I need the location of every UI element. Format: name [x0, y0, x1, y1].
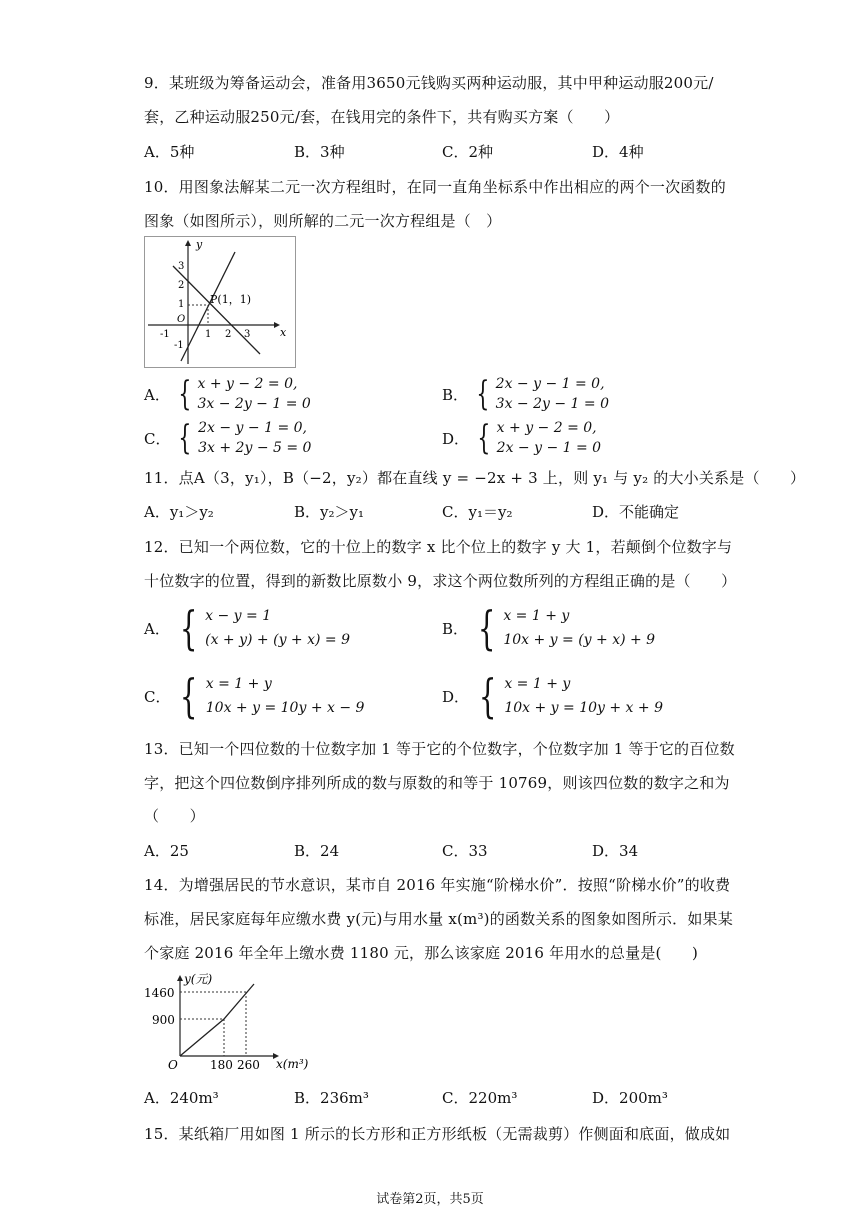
q10-xtick: -1 [160, 329, 170, 340]
q14-option-b: B．236m³ [294, 1089, 369, 1107]
q12-option-a: A． { x − y = 1 (x + y) + (y + x) = 9 [144, 601, 351, 655]
q13-option-b: B．24 [294, 842, 340, 860]
q9-option-d: D．4种 [592, 143, 644, 161]
q10-line-2: 图象（如图所示），则所解的二元一次方程组是（ ） [144, 212, 502, 230]
q12-option-d: D． { x = 1 + y 10x + y = 10y + x + 9 [442, 669, 663, 723]
q15-line-1: 15．某纸箱厂用如图 1 所示的长方形和正方形纸板（无需裁剪）作侧面和底面，做成如 [144, 1125, 731, 1143]
q14-xtick: 260 [237, 1058, 260, 1072]
q10-option-c: C． { 2x − y − 1 = 0, 3x + 2y − 5 = 0 [144, 418, 312, 458]
q13-option-c: C．33 [442, 842, 488, 860]
q11-option-b: B．y₂＞y₁ [294, 503, 364, 521]
q14-line-3: 个家庭 2016 年全年上缴水费 1180 元，那么该家庭 2016 年用水的总量是( ) [144, 944, 699, 962]
q11-line: 11．点A（3，y₁），B（−2，y₂）都在直线 y = −2x + 3 上，则 y₁ 与 y₂ 的大小关系是（ ） [144, 469, 806, 487]
q9-line-1: 9．某班级为筹备运动会，准备用3650元钱购买两种运动服，其中甲种运动服200元/ [144, 74, 714, 92]
q13-line-1: 13．已知一个四位数的十位数字加 1 等于它的个位数字，个位数字加 1 等于它的百位数 [144, 740, 735, 758]
q11-option-d: D．不能确定 [592, 503, 680, 521]
brace: { [178, 374, 192, 414]
q10-ytick: 1 [178, 299, 185, 310]
q10-x-label: x [280, 326, 287, 339]
q10-origin: O [177, 314, 186, 325]
q14-x-label: x(m³) [276, 1057, 309, 1071]
brace: { [478, 669, 497, 723]
q14-ytick: 900 [152, 1013, 175, 1027]
q10-xtick: 2 [225, 329, 232, 340]
q9-option-b: B．3种 [294, 143, 345, 161]
brace: { [178, 418, 192, 458]
q11-options [144, 501, 724, 523]
q9-option-a: A．5种 [144, 143, 195, 161]
q11-option-a: A．y₁＞y₂ [144, 503, 214, 521]
q10-option-a: A． { x + y − 2 = 0, 3x − 2y − 1 = 0 [144, 374, 311, 414]
q10-ytick: 2 [178, 280, 185, 291]
q10-y-label: y [196, 238, 203, 251]
q9-option-c: C．2种 [442, 143, 494, 161]
brace: { [179, 601, 198, 655]
q10-option-b: B． { 2x − y − 1 = 0, 3x − 2y − 1 = 0 [442, 374, 609, 414]
q12-option-c: C． { x = 1 + y 10x + y = 10y + x − 9 [144, 669, 365, 723]
q13-line-3: （ ） [144, 807, 205, 825]
q10-option-d: D． { x + y − 2 = 0, 2x − y − 1 = 0 [442, 418, 602, 458]
q10-ytick: 3 [178, 261, 185, 272]
q12-option-b: B． { x = 1 + y 10x + y = (y + x) + 9 [442, 601, 656, 655]
q10-xtick: 3 [244, 329, 251, 340]
q14-origin: O [168, 1058, 178, 1072]
brace: { [477, 418, 491, 458]
q12-line-2: 十位数字的位置，得到的新数比原数小 9，求这个两位数所列的方程组正确的是（ ） [144, 572, 737, 590]
q9-options [144, 141, 724, 163]
q14-line-1: 14．为增强居民的节水意识，某市自 2016 年实施“阶梯水价”．按照“阶梯水价”的收费 [144, 876, 731, 894]
q14-y-label: y(元) [184, 972, 213, 986]
q10-ytick: -1 [174, 340, 184, 351]
q14-options [144, 1087, 724, 1109]
q13-options [144, 840, 724, 862]
q14-ytick: 1460 [144, 986, 175, 1000]
q12-line-1: 12．已知一个两位数，它的十位上的数字 x 比个位上的数字 y 大 1，若颠倒个位数字与 [144, 538, 733, 556]
q9-line-2: 套，乙种运动服250元/套，在钱用完的条件下，共有购买方案（ ） [144, 108, 620, 126]
q13-option-a: A．25 [144, 842, 189, 860]
q14-option-c: C．220m³ [442, 1089, 518, 1107]
brace: { [180, 669, 198, 723]
q14-option-a: A．240m³ [144, 1089, 219, 1107]
brace: { [476, 374, 490, 414]
q10-xtick: 1 [205, 329, 212, 340]
q13-option-d: D．34 [592, 842, 639, 860]
q14-line-2: 标准，居民家庭每年应缴水费 y(元)与用水量 x(m³)的函数关系的图象如图所示．如果某 [144, 910, 733, 928]
q11-option-c: C．y₁＝y₂ [442, 503, 513, 521]
page-footer: 试卷第2页，共5页 [376, 1192, 484, 1207]
q14-graph [144, 970, 324, 1078]
q10-point-label: P(1，1) [210, 293, 251, 306]
q13-line-2: 字，把这个四位数倒序排列所成的数与原数的和等于 10769，则该四位数的数字之和为 [144, 774, 730, 792]
q14-option-d: D．200m³ [592, 1089, 668, 1107]
q14-xtick: 180 [210, 1058, 233, 1072]
brace: { [477, 601, 496, 655]
q10-graph [144, 236, 296, 368]
q10-line-1: 10．用图象法解某二元一次方程组时，在同一直角坐标系中作出相应的两个一次函数的 [144, 178, 726, 196]
